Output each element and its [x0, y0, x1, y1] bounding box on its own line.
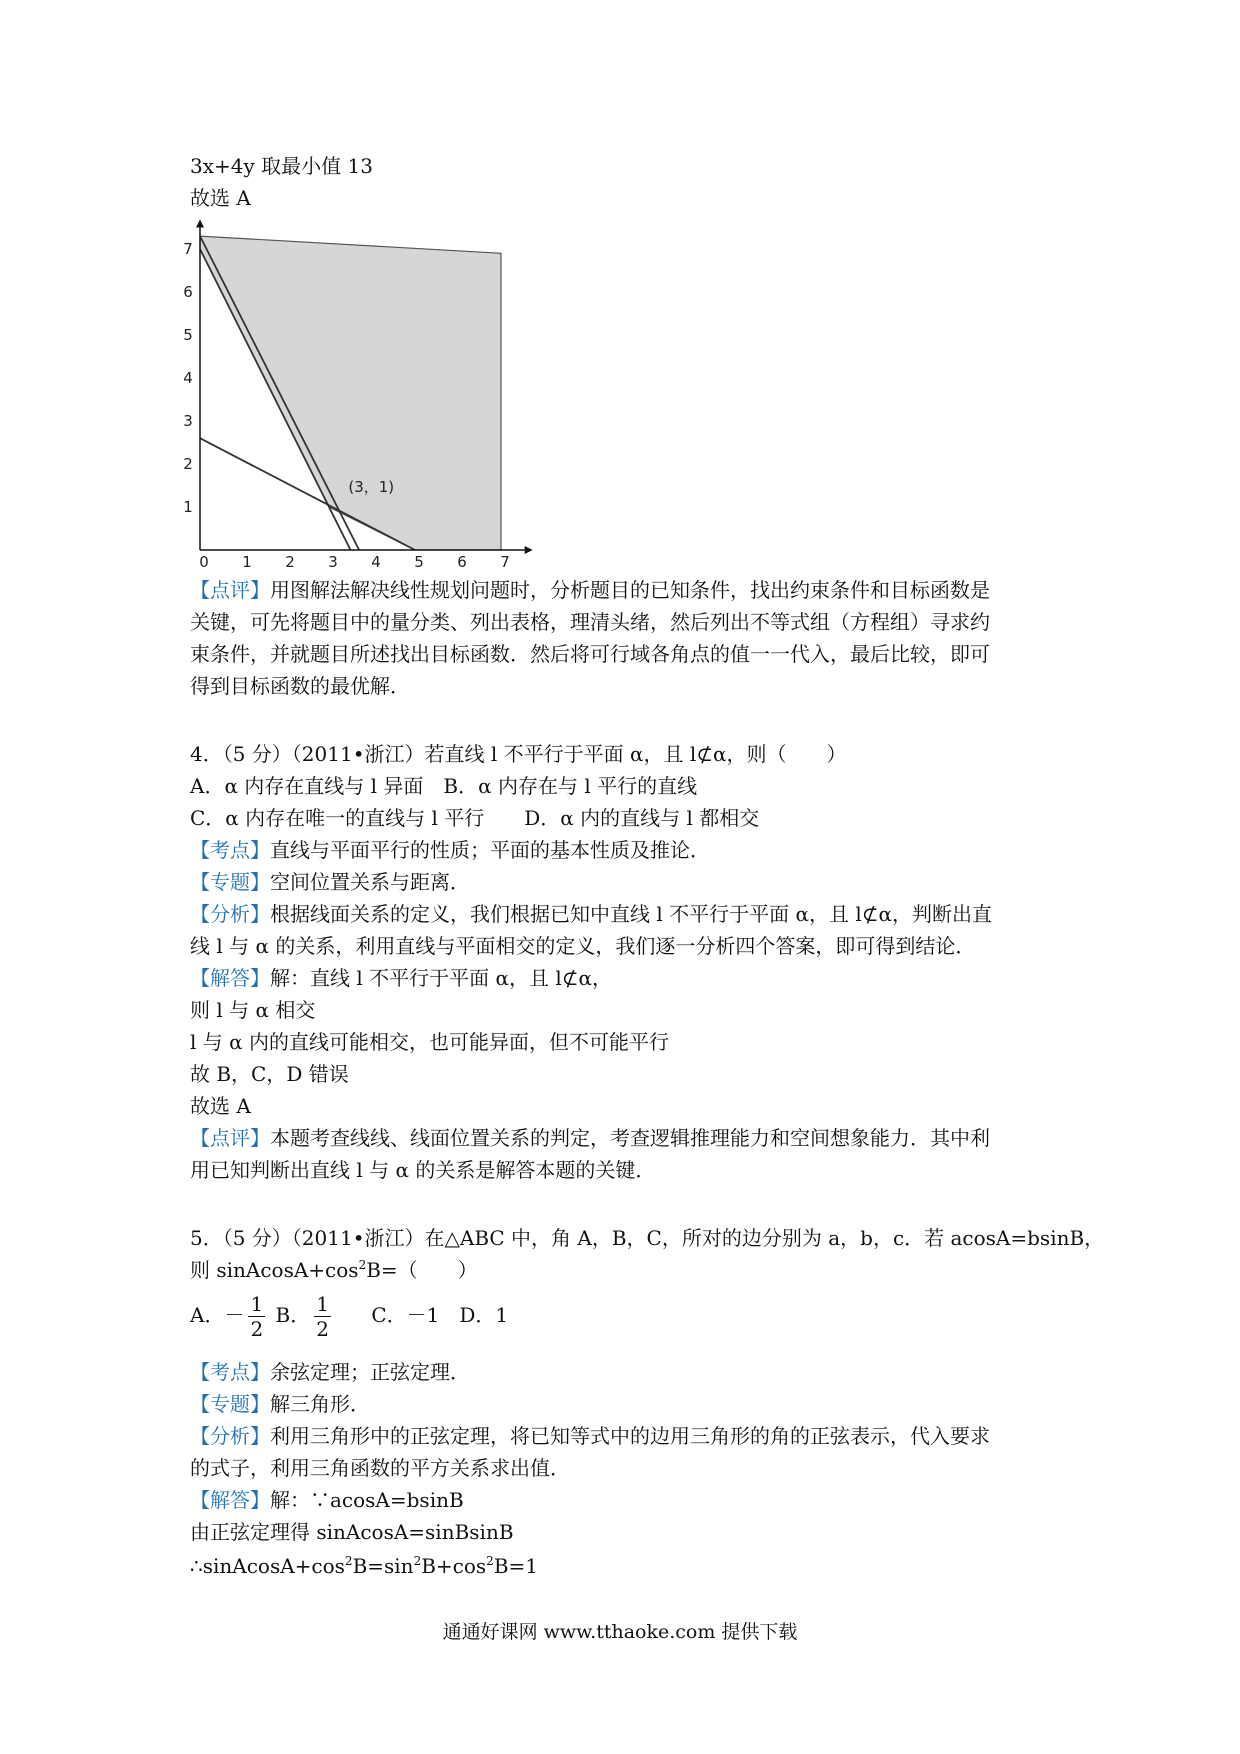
q5-topic — [190, 1390, 370, 1418]
y-tick-label: 1 — [183, 498, 193, 516]
fraction-numerator: 1 — [316, 1292, 329, 1316]
exponent: 2 — [486, 1554, 494, 1568]
q5-stem-text: 则 sinAcosA+cos — [190, 1258, 359, 1282]
y-tick-label: 6 — [183, 283, 193, 301]
comment-tag: 【点评】 — [190, 1126, 270, 1150]
point-text: 余弦定理；正弦定理． — [270, 1360, 470, 1384]
option-a-fraction — [248, 1293, 265, 1340]
q5-point — [190, 1358, 470, 1386]
q4-comment-2: 用已知判断出直线 l 与 α 的关系是解答本题的关键． — [190, 1158, 656, 1182]
comment-tag: 【点评】 — [190, 578, 270, 602]
q4-topic — [190, 868, 470, 896]
y-tick-label: 2 — [183, 455, 193, 473]
fraction-denominator: 2 — [250, 1317, 264, 1341]
q4-answer-4: 故 B，C，D 错误 — [190, 1062, 349, 1086]
result-line: 3x+4y 取最小值 13 — [190, 154, 373, 178]
topic-text: 解三角形． — [270, 1392, 370, 1416]
q5-answer-1 — [190, 1486, 464, 1514]
y-tick-label: 3 — [183, 412, 193, 430]
q5-options — [190, 1288, 508, 1342]
comment-line-1 — [190, 576, 990, 604]
x-tick-label: 7 — [500, 553, 510, 571]
q5-analysis-1 — [190, 1422, 990, 1450]
option-a-label: A．－ — [190, 1303, 245, 1327]
x-tick-label: 0 — [199, 553, 209, 571]
y-tick-label: 7 — [183, 240, 193, 258]
q5-analysis-2: 的式子，利用三角函数的平方关系求出值． — [190, 1456, 570, 1480]
topic-text: 空间位置关系与距离． — [270, 870, 470, 894]
answer-tag: 【解答】 — [190, 966, 270, 990]
answer-text: 解：直线 l 不平行于平面 α，且 l⊄α， — [270, 966, 612, 990]
x-tick-label: 5 — [414, 553, 424, 571]
exponent: 2 — [413, 1554, 422, 1568]
option-b-fraction — [314, 1293, 331, 1340]
y-axis-arrow — [196, 220, 204, 228]
comment-line-4: 得到目标函数的最优解． — [190, 674, 410, 698]
q4-answer-1 — [190, 964, 612, 992]
q4-comment-1 — [190, 1124, 990, 1152]
vertex-annotation: (3，1) — [348, 477, 395, 496]
choice-line: 故选 A — [190, 186, 251, 210]
q5-answer-3 — [190, 1552, 538, 1580]
q4-answer-3: l 与 α 内的直线可能相交，也可能异面，但不可能平行 — [190, 1030, 669, 1054]
analysis-tag: 【分析】 — [190, 902, 270, 926]
q5-stem-1: 5．（5 分）（2011•浙江）在△ABC 中，角 A，B，C，所对的边分别为 a，b，c．若 acosA=bsinB， — [190, 1226, 1105, 1250]
x-axis-arrow — [525, 546, 533, 554]
q5-stem-text: B=（ ） — [366, 1258, 478, 1282]
exponent: 2 — [344, 1554, 353, 1568]
answer-text: 解：∵acosA=bsinB — [270, 1488, 464, 1512]
point-tag: 【考点】 — [190, 1360, 270, 1384]
option-cd: C．－1 D．1 — [371, 1303, 509, 1327]
comment-text: 用图解法解决线性规划问题时，分析题目的已知条件，找出约束条件和目标函数是 — [270, 578, 990, 602]
answer-text: B+cos — [421, 1554, 487, 1578]
comment-text: 本题考查线线、线面位置关系的判定，考查逻辑推理能力和空间想象能力．其中利 — [270, 1126, 990, 1150]
x-tick-label: 6 — [457, 553, 467, 571]
analysis-text: 利用三角形中的正弦定理，将已知等式中的边用三角形的角的正弦表示，代入要求 — [270, 1424, 990, 1448]
topic-tag: 【专题】 — [190, 870, 270, 894]
option-b-label: B． — [275, 1303, 311, 1327]
q4-stem: 4．（5 分）（2011•浙江）若直线 l 不平行于平面 α，且 l⊄α，则（ ） — [190, 742, 847, 766]
analysis-text: 根据线面关系的定义，我们根据已知中直线 l 不平行于平面 α，且 l⊄α，判断出直 — [270, 902, 992, 926]
comment-line-2: 关键，可先将题目中的量分类、列出表格，理清头绪，然后列出不等式组（方程组）寻求约 — [190, 610, 990, 634]
x-tick-label: 3 — [328, 553, 338, 571]
comment-line-3: 束条件，并就题目所述找出目标函数．然后将可行域各角点的值一一代入，最后比较，即可 — [190, 642, 990, 666]
q5-answer-2: 由正弦定理得 sinAcosA=sinBsinB — [190, 1520, 514, 1544]
fraction-numerator: 1 — [250, 1292, 264, 1316]
exponent: 2 — [358, 1258, 367, 1272]
point-text: 直线与平面平行的性质；平面的基本性质及推论． — [270, 838, 710, 862]
q4-options-ab: A．α 内存在直线与 l 异面 B．α 内存在与 l 平行的直线 — [190, 774, 698, 798]
feasible-region — [200, 236, 501, 550]
y-tick-label: 4 — [183, 369, 193, 387]
q4-point — [190, 836, 710, 864]
x-tick-label: 2 — [285, 553, 295, 571]
q4-analysis-2: 线 l 与 α 的关系，利用直线与平面相交的定义，我们逐一分析四个答案，即可得到结论． — [190, 934, 976, 958]
fraction-denominator: 2 — [316, 1317, 329, 1341]
answer-tag: 【解答】 — [190, 1488, 270, 1512]
y-tick-label: 5 — [183, 326, 193, 344]
topic-tag: 【专题】 — [190, 1392, 270, 1416]
analysis-tag: 【分析】 — [190, 1424, 270, 1448]
x-tick-label: 4 — [371, 553, 381, 571]
q4-analysis-1 — [190, 900, 992, 928]
q5-stem-2 — [190, 1256, 478, 1284]
point-tag: 【考点】 — [190, 838, 270, 862]
answer-text: B=sin — [352, 1554, 414, 1578]
feasible-region-chart — [183, 220, 550, 580]
q4-answer-5: 故选 A — [190, 1094, 251, 1118]
q4-answer-2: 则 l 与 α 相交 — [190, 998, 316, 1022]
footer-credit: 通通好课网 www.tthaoke.com 提供下载 — [442, 1621, 798, 1643]
x-tick-label: 1 — [242, 553, 252, 571]
answer-text: ∴sinAcosA+cos — [190, 1554, 345, 1578]
answer-text: B=1 — [493, 1554, 538, 1578]
q4-options-cd: C．α 内存在唯一的直线与 l 平行 D．α 内的直线与 l 都相交 — [190, 806, 760, 830]
